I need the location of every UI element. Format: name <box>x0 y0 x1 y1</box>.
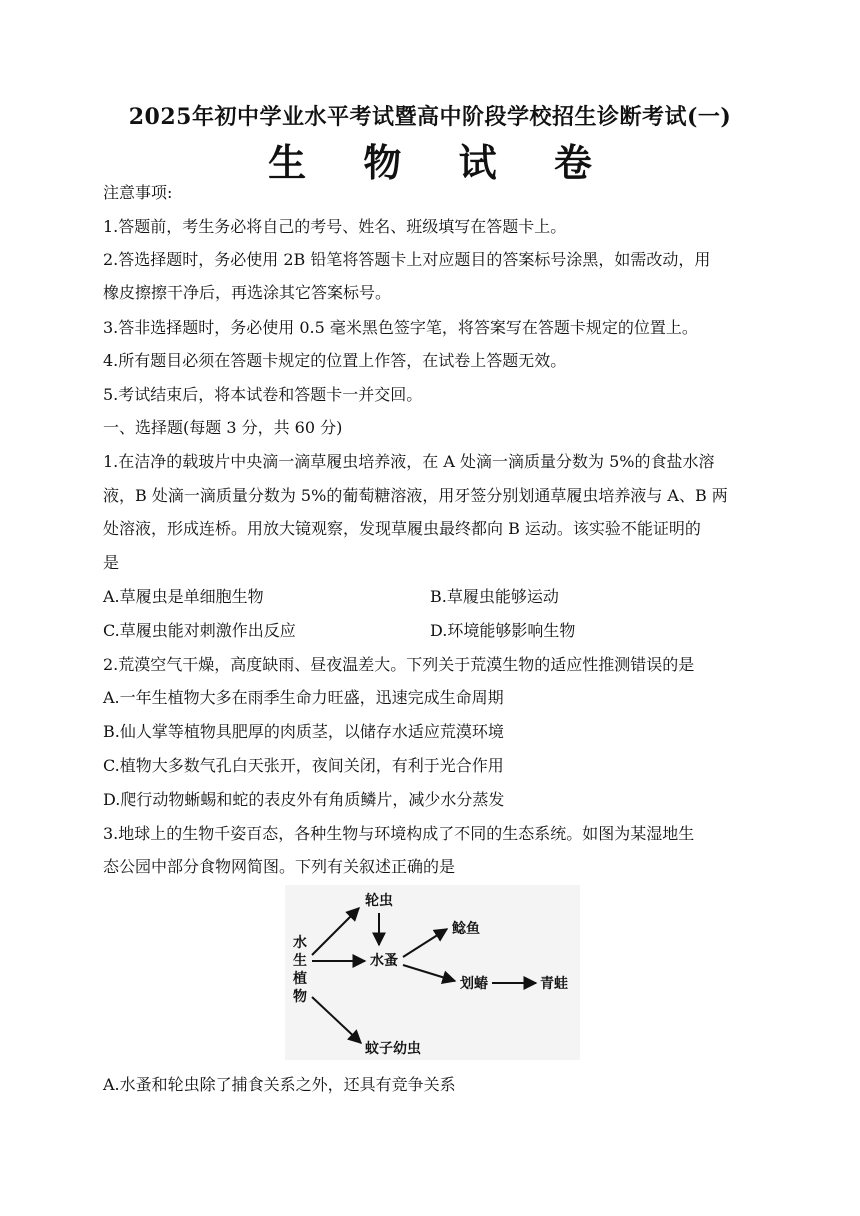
daphnia-label: 水蚤 <box>370 953 398 969</box>
arrow-daphnia-to-dragonfly <box>403 965 455 981</box>
food-web-diagram <box>285 885 580 1060</box>
frog-label: 青蛙 <box>540 976 568 992</box>
option-c: C.草履虫能对刺激作出反应 <box>103 621 296 640</box>
question-1-stem: 是 <box>103 553 120 572</box>
arrow-daphnia-to-carp <box>403 929 447 957</box>
option-d: D.爬行动物蜥蜴和蛇的表皮外有角质鳞片，减少水分蒸发 <box>103 790 505 809</box>
option-d: D.环境能够影响生物 <box>430 621 576 640</box>
mosquito-label: 蚊子幼虫 <box>365 1041 421 1057</box>
arrow-plant-to-mosquito <box>312 997 361 1043</box>
subject-title: 生 物 试 卷 <box>268 140 614 185</box>
option-c: C.植物大多数气孔白天张开，夜间关闭，有利于光合作用 <box>103 756 504 775</box>
section-heading: 一、选择题(每题 3 分，共 60 分) <box>103 418 343 437</box>
rotifer-label: 轮虫 <box>365 893 393 909</box>
dragonfly-label: 划蝽 <box>460 976 488 992</box>
question-1-stem: 处溶液，形成连桥。用放大镜观察，发现草履虫最终都向 B 运动。该实验不能证明的 <box>103 519 701 538</box>
question-1-stem: 液，B 处滴一滴质量分数为 5%的葡萄糖溶液，用牙签分别划通草履虫培养液与 A、B 两 <box>103 486 728 505</box>
note-item: 5.考试结束后，将本试卷和答题卡一并交回。 <box>103 385 423 404</box>
note-item: 橡皮擦擦干净后，再选涂其它答案标号。 <box>103 283 392 302</box>
carp-label: 鲶鱼 <box>452 921 480 937</box>
question-2-stem: 2.荒漠空气干燥，高度缺雨、昼夜温差大。下列关于荒漠生物的适应性推测错误的是 <box>103 655 695 674</box>
exam-title: 2025年初中学业水平考试暨高中阶段学校招生诊断考试(一) <box>128 104 732 130</box>
question-3-stem: 态公园中部分食物网简图。下列有关叙述正确的是 <box>103 857 456 876</box>
arrow-plant-to-rotifer <box>312 908 359 955</box>
producer-label: 物 <box>293 989 307 1005</box>
option-a: A.水蚤和轮虫除了捕食关系之外，还具有竞争关系 <box>103 1075 456 1094</box>
option-a: A.草履虫是单细胞生物 <box>103 587 264 606</box>
producer-label: 水 <box>293 935 307 951</box>
producer-label: 生 <box>293 953 307 969</box>
note-item: 1.答题前，考生务必将自己的考号、姓名、班级填写在答题卡上。 <box>103 217 567 236</box>
option-a: A.一年生植物大多在雨季生命力旺盛，迅速完成生命周期 <box>103 688 504 707</box>
question-1-stem: 1.在洁净的载玻片中央滴一滴草履虫培养液，在 A 处滴一滴质量分数为 5%的食盐水溶 <box>103 452 715 471</box>
notes-heading: 注意事项: <box>103 183 173 202</box>
note-item: 4.所有题目必须在答题卡规定的位置上作答，在试卷上答题无效。 <box>103 351 567 370</box>
note-item: 2.答选择题时，务必使用 2B 铅笔将答题卡上对应题目的答案标号涂黑，如需改动，用 <box>103 250 711 269</box>
question-1-options-row <box>103 587 763 607</box>
question-3-stem: 3.地球上的生物千姿百态，各种生物与环境构成了不同的生态系统。如图为某湿地生 <box>103 824 695 843</box>
note-item: 3.答非选择题时，务必使用 0.5 毫米黑色签字笔，将答案写在答题卡规定的位置上。 <box>103 318 698 337</box>
option-b: B.草履虫能够运动 <box>430 587 559 606</box>
option-b: B.仙人掌等植物具肥厚的肉质茎，以储存水适应荒漠环境 <box>103 722 504 741</box>
producer-label: 植 <box>293 971 307 987</box>
question-1-options-row <box>103 621 763 641</box>
